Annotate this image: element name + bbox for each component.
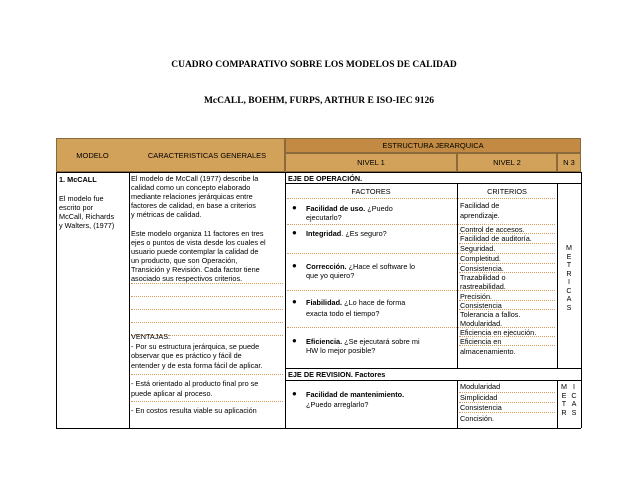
criterio-line: Trazabilidad o (460, 273, 506, 282)
eje-operacion: EJE DE OPERACIÓN. (288, 174, 363, 183)
bullet-icon: ● (292, 203, 297, 212)
eje-revision: EJE DE REVISION. Factores (288, 370, 386, 379)
modelo-desc-line: El modelo fue (59, 194, 104, 203)
criterio-line: almacenamiento. (460, 347, 516, 356)
factor-line: Fiabilidad. ¿Lo hace de forma (306, 298, 406, 307)
revision-metricas-vertical: M E T R (561, 382, 567, 417)
criterio-line: Tolerancia a fallos. (460, 310, 521, 319)
modelo-desc-line: y Walters, (1977) (59, 221, 115, 230)
bullet-icon: ● (292, 389, 297, 398)
header-estructura: ESTRUCTURA JERARQUICA (285, 138, 581, 153)
criterio-line: aprendizaje. (460, 211, 500, 220)
factor-line: exacta todo el tiempo? (306, 309, 380, 318)
table-line (285, 380, 581, 381)
revision-criterio: Consistencia (460, 403, 502, 412)
table-line (285, 183, 581, 184)
criterio-line: Consistencia (460, 301, 502, 310)
criterio-line: Completitud. (460, 254, 501, 263)
caract-p2-line: Transición y Revisión. Cada factor tiene (131, 265, 260, 274)
ventaja-line: - Por su estructura jerárquica, se puede (131, 342, 260, 351)
header-nivel2: NIVEL 2 (457, 153, 557, 172)
table-line (56, 172, 57, 428)
factor-line: Corrección. ¿Hace el software lo (306, 262, 416, 271)
ventaja-line: entender y de esta forma fácil de aplicar. (131, 361, 263, 370)
caract-p2-line: un producto, que son Operación, (131, 256, 238, 265)
revision-criterio: Simplicidad (460, 393, 498, 402)
table-line (285, 172, 286, 428)
criterio-line: Precisión. (460, 292, 493, 301)
modelo-desc-line: McCall, Richards (59, 212, 115, 221)
criterio-line: Seguridad. (460, 244, 496, 253)
caract-p1-line: y métricas de calidad. (131, 210, 202, 219)
document-title: CUADRO COMPARATIVO SOBRE LOS MODELOS DE CALIDAD (171, 60, 457, 70)
table-line (56, 172, 581, 173)
revision-criterio: Modularidad (460, 382, 501, 391)
factor-line: HW lo mejor posible? (306, 346, 376, 355)
table-line (56, 428, 581, 429)
header-n3: N 3 (557, 153, 581, 172)
criterio-line: Control de accesos. (460, 225, 525, 234)
ventaja-line: puede aplicar al proceso. (131, 389, 213, 398)
table-line (129, 172, 130, 428)
criterio-line: Modularidad. (460, 319, 503, 328)
bullet-icon: ● (292, 297, 297, 306)
criterio-line: Facilidad de auditoría. (460, 234, 532, 243)
revision-factor: Facilidad de mantenimiento. (306, 390, 405, 399)
bullet-icon: ● (292, 228, 297, 237)
factor-line: ejecutarlo? (306, 213, 342, 222)
document-subtitle: McCALL, BOEHM, FURPS, ARTHUR E ISO-IEC 9126 (203, 96, 435, 106)
caract-p1-line: calidad como un concepto elaborado (131, 183, 251, 192)
revision-criterio: Concisión. (460, 414, 495, 423)
header-nivel1: NIVEL 1 (285, 153, 457, 172)
table-line (285, 368, 581, 369)
factor-line: que yo quiero? (306, 271, 355, 280)
caract-p2-line: asociado sus respectivos criterios. (131, 274, 243, 283)
table-line (557, 183, 558, 368)
factor-line: Integridad. ¿Es seguro? (306, 229, 387, 238)
criterio-line: Eficiencia en (460, 337, 502, 346)
table-line (457, 380, 458, 428)
header-modelo: MODELO (76, 150, 109, 160)
table-line (557, 380, 558, 428)
criterio-line: Consistencia. (460, 264, 504, 273)
caract-p1-line: factores de calidad, en base a criterios (131, 201, 256, 210)
modelo-name: 1. McCALL (59, 175, 97, 184)
bullet-icon: ● (292, 261, 297, 270)
ventaja-line: observar que es práctico y fácil de (131, 351, 242, 360)
ventaja-line: - Está orientado al producto final pro se (131, 379, 259, 388)
caract-p1-line: mediante relaciones jerárquicas entre (131, 192, 253, 201)
caract-p2-line: Este modelo organiza 11 factores en tres (131, 229, 264, 238)
revision-metricas-vertical: I C A S (571, 382, 577, 417)
criterio-line: Eficiencia en ejecución. (460, 328, 537, 337)
header-caracteristicas: CARACTERISTICAS GENERALES (147, 150, 267, 160)
bullet-icon: ● (292, 336, 297, 345)
revision-factor-question: ¿Puedo arreglarlo? (306, 400, 369, 409)
criterio-line: Facilidad de (460, 201, 500, 210)
caract-p2-line: usuario puede contemplar la calidad de (131, 247, 259, 256)
factores-label: FACTORES (351, 187, 391, 196)
table-line (457, 183, 458, 368)
criterios-label: CRITERIOS (487, 187, 527, 196)
modelo-desc-line: escrito por (59, 203, 94, 212)
metricas-vertical: M E T R I C A S (566, 243, 572, 312)
factor-line: Eficiencia. ¿Se ejecutará sobre mi (306, 337, 420, 346)
ventaja-line: - En costos resulta viable su aplicación (131, 406, 257, 415)
criterio-line: rastreabilidad. (460, 282, 506, 291)
ventajas-label: VENTAJAS: (131, 332, 171, 341)
caract-p1-line: El modelo de McCall (1977) describe la (131, 174, 259, 183)
caract-p2-line: ejes o puntos de vista desde los cuales el (131, 238, 266, 247)
table-line (581, 172, 582, 428)
factor-line: Facilidad de uso. ¿Puedo (306, 204, 393, 213)
